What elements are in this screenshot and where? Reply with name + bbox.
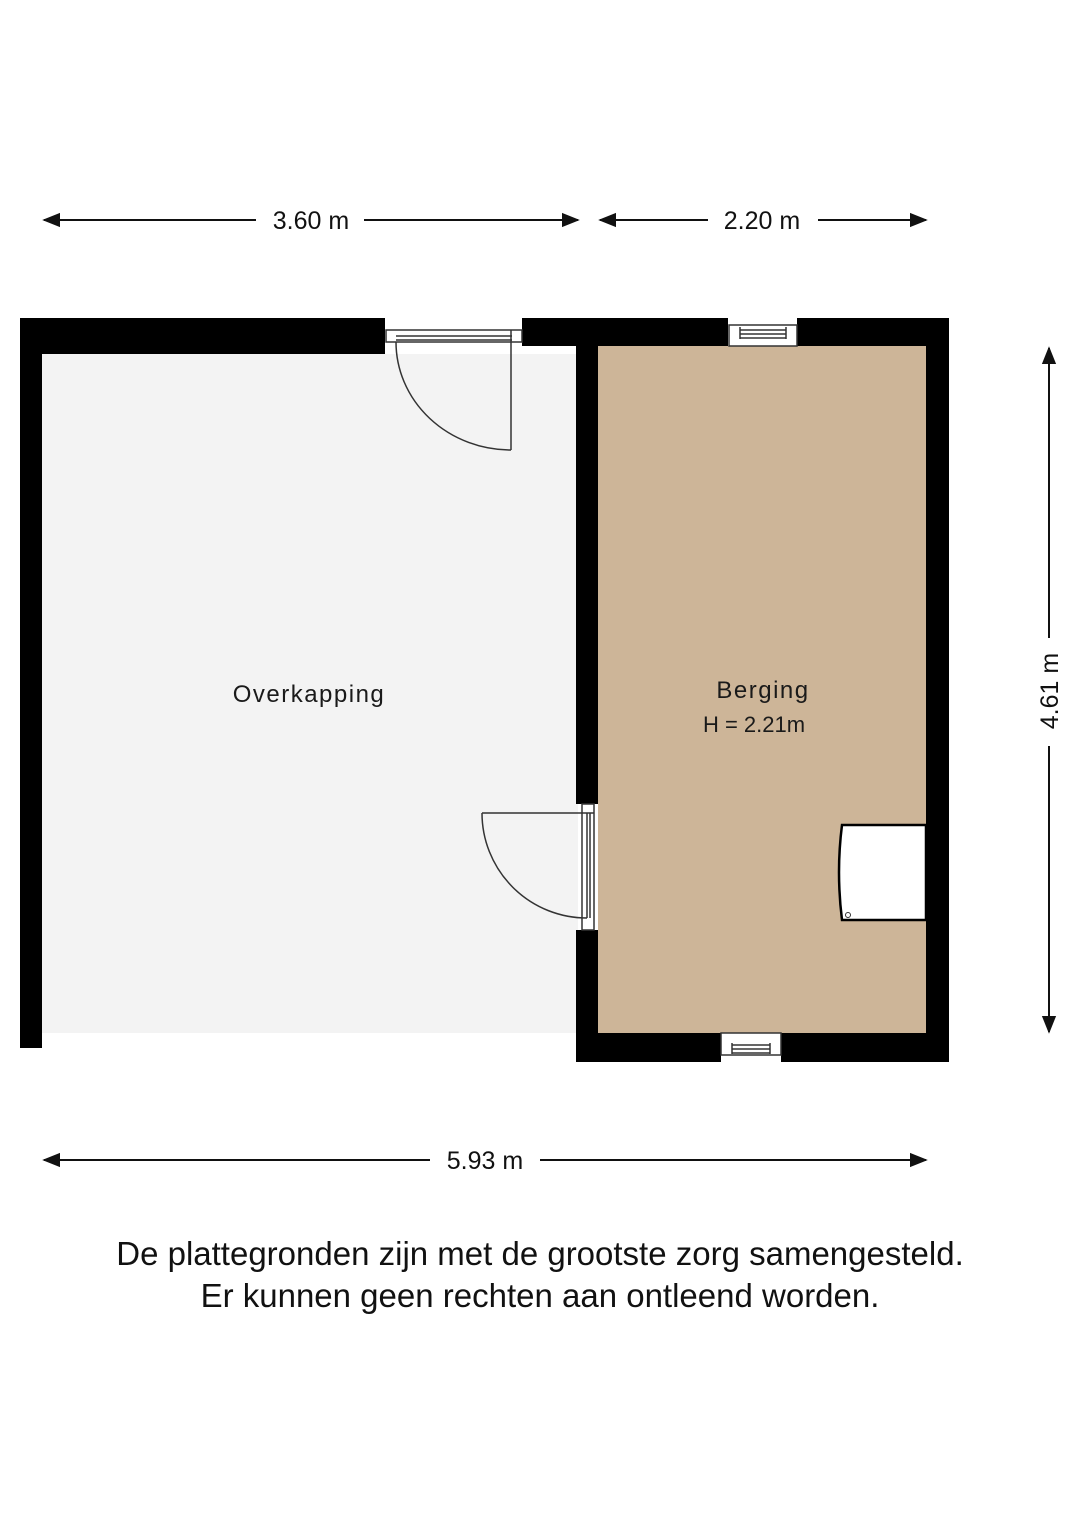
room-label-berging: Berging (716, 677, 810, 704)
window-bottom (721, 1033, 781, 1055)
disclaimer-line-2: Er kunnen geen rechten aan ontleend worden. (200, 1277, 880, 1314)
dimension-label-bottom: 5.93 m (446, 1147, 524, 1175)
dimension-label-right: 4.61 m (1036, 652, 1064, 730)
dimension-label-top-left: 3.60 m (272, 207, 350, 235)
window-top (729, 325, 797, 346)
dimension-label-top-right: 2.20 m (723, 207, 801, 235)
disclaimer-line-1: De plattegronden zijn met de grootste zorg samengesteld. (116, 1235, 964, 1272)
appliance-icon (839, 825, 926, 920)
room-label-overkapping: Overkapping (232, 681, 386, 708)
room-height-berging: H = 2.21m (702, 712, 806, 737)
